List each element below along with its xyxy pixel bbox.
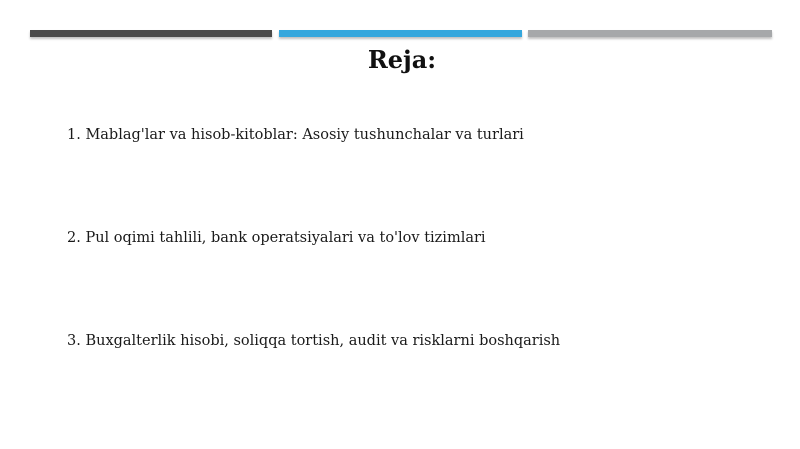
accent-bar-dark [30,30,272,37]
accent-bar-blue [279,30,522,37]
plan-item: 1. Mablag'lar va hisob-kitoblar: Asosiy tushunchalar va turlari [67,127,524,143]
header-accent-bars [30,30,772,38]
slide-title: Reja: [367,45,437,74]
accent-bar-gray [528,30,772,37]
plan-item: 3. Buxgalterlik hisobi, soliqqa tortish, audit va risklarni boshqarish [67,333,561,349]
plan-item: 2. Pul oqimi tahlili, bank operatsiyalari va to'lov tizimlari [67,230,486,246]
